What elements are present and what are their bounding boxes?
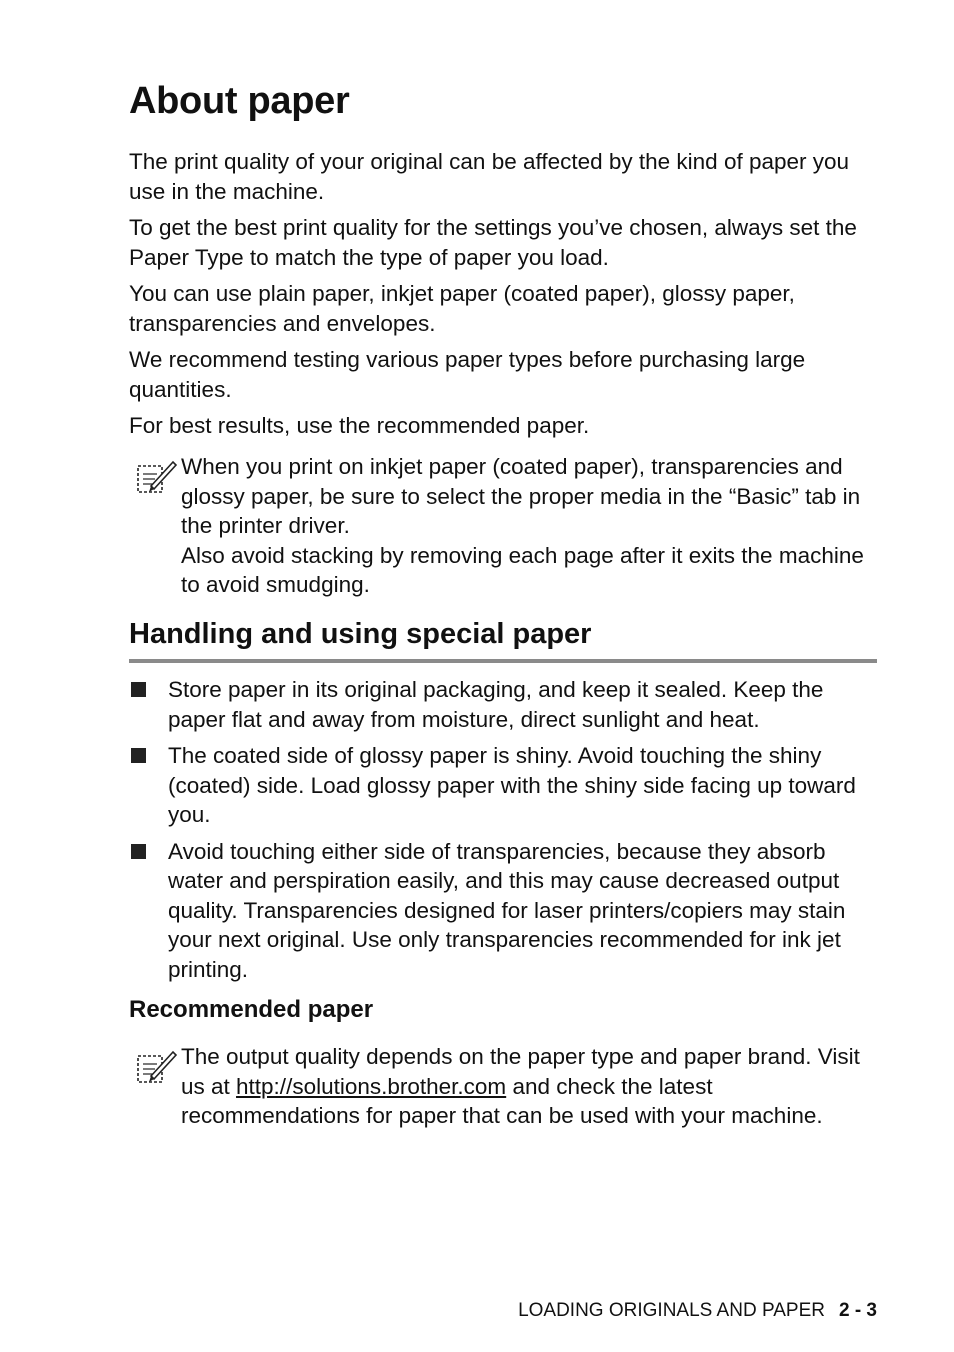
intro-paragraph: The print quality of your original can be affected by the kind of paper you use in the machine. [129,149,850,204]
note-2-paragraph [181,1042,881,1131]
note-2-text-after: and check the latest recommendations for paper that can be used with your machine. [181,1073,823,1128]
bullet-text: Store paper in its original packaging, and keep it sealed. Keep the paper flat and away from moisture, direct sunlight and heat. [168,677,824,732]
subheading: Recommended paper [129,996,374,1023]
page-footer [518,1300,877,1322]
intro-paragraph: To get the best print quality for the settings you’ve chosen, always set the Paper Type to match the type of paper you load. [129,215,857,270]
intro-paragraph: We recommend testing various paper types before purchasing large quantities. [129,347,806,402]
note-2-text-before: The output quality depends on the paper type and paper brand. Visit us at [181,1044,860,1099]
note-pencil-icon [135,456,179,496]
list-item [129,837,877,985]
section-heading: Handling and using special paper [129,618,877,663]
note-pencil-icon [135,1046,179,1086]
footer-section-title: LOADING ORIGINALS AND PAPER [518,1300,825,1321]
bullet-text: The coated side of glossy paper is shiny. Avoid touching the shiny (coated) side. Load glossy paper with the shiny side facing up toward you. [168,743,856,827]
note-1-text [181,452,881,600]
page-number: 2 - 3 [838,1300,877,1321]
square-bullet-icon [131,844,146,859]
square-bullet-icon [131,682,146,697]
square-bullet-icon [131,748,146,763]
intro-paragraph: You can use plain paper, inkjet paper (coated paper), glossy paper, transparencies and envelopes. [129,281,795,336]
note-1-line: Also avoid stacking by removing each page after it exits the machine to avoid smudging. [181,542,864,597]
bullet-list [129,675,877,991]
bullet-text: Avoid touching either side of transparencies, because they absorb water and perspiration easily, and this may cause decreased output quality. Transparencies designed for laser printers/copiers may stain your next original. Use only transparencies recommended for ink jet printing. [168,838,846,982]
note-2-text [181,1042,881,1131]
note-1-line: When you print on inkjet paper (coated paper), transparencies and glossy paper, be sure to select the proper media in the “Basic” tab in the printer driver. [181,454,861,538]
intro-paragraph: For best results, use the recommended paper. [129,413,590,438]
list-item [129,741,877,830]
intro-paragraphs [129,147,877,448]
list-item [129,675,877,734]
page-title: About paper [129,80,350,122]
solutions-link[interactable]: http://solutions.brother.com [236,1073,507,1099]
